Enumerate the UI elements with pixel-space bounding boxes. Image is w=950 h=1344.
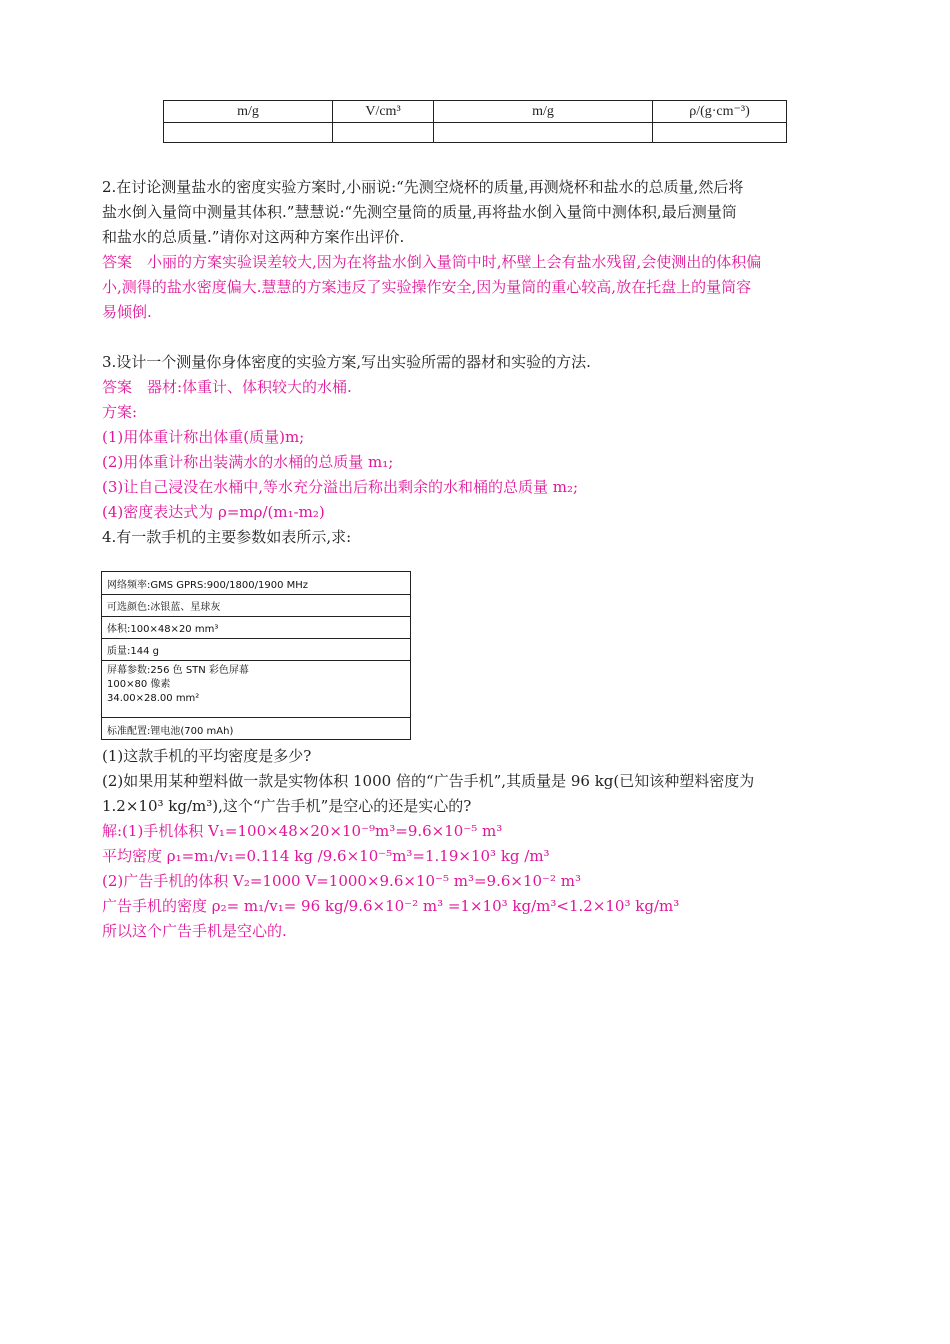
spec-volume: 体积:100×48×20 mm³: [107, 624, 219, 635]
q2-question-line: 和盐水的总质量.”请你对这两种方案作出评价.: [102, 228, 405, 246]
spec-row: [102, 595, 410, 617]
q4-question: 4.有一款手机的主要参数如表所示,求:: [102, 528, 352, 546]
q2-answer-line: 答案 小丽的方案实验误差较大,因为在将盐水倒入量筒中时,杯壁上会有盐水残留,会使测出的体积偏: [102, 253, 762, 271]
header-mass-2: m/g: [434, 101, 653, 123]
table-cell: [333, 123, 434, 143]
table-cell: [164, 123, 333, 143]
spec-network: 网络频率:GMS GPRS:900/1800/1900 MHz: [107, 579, 309, 591]
q4-solution-line: 广告手机的密度 ρ₂= m₁/v₁= 96 kg/9.6×10⁻² m³ =1×10³ kg/m³<1.2×10³ kg/m³: [102, 897, 680, 915]
q2-answer-line: 易倾倒.: [102, 303, 152, 321]
q3-question: 3.设计一个测量你身体密度的实验方案,写出实验所需的器材和实验的方法.: [102, 353, 591, 371]
header-volume: V/cm³: [333, 101, 434, 123]
table-cell: [653, 123, 787, 143]
q2-question-line: 盐水倒入量筒中测量其体积.”慧慧说:“先测空量筒的质量,再将盐水倒入量筒中测体积,最后测量筒: [102, 203, 737, 221]
q4-solution-line: 解:(1)手机体积 V₁=100×48×20×10⁻⁹m³=9.6×10⁻⁵ m³: [102, 822, 503, 840]
spec-colors: 可选颜色:冰银蓝、星球灰: [107, 602, 221, 613]
q3-answer-line: (4)密度表达式为 ρ=mρ/(m₁-m₂): [102, 503, 325, 521]
spec-row: [102, 661, 410, 718]
q3-answer-line: (3)让自己浸没在水桶中,等水充分溢出后称出剩余的水和桶的总质量 m₂;: [102, 478, 579, 496]
q4-sub-question: (2)如果用某种塑料做一款是实物体积 1000 倍的“广告手机”,其质量是 96 kg(已知该种塑料密度为: [102, 772, 755, 790]
q3-answer-line: (1)用体重计称出体重(质量)m;: [102, 428, 305, 446]
table-row: [164, 123, 787, 143]
q4-sub-question: (1)这款手机的平均密度是多少?: [102, 747, 312, 765]
header-density: ρ/(g·cm⁻³): [653, 101, 787, 123]
q2-answer-line: 小,测得的盐水密度偏大.慧慧的方案违反了实验操作安全,因为量筒的重心较高,放在托盘上的量筒容: [102, 278, 752, 296]
q4-solution-line: 平均密度 ρ₁=m₁/v₁=0.114 kg /9.6×10⁻⁵m³=1.19×10³ kg /m³: [102, 847, 550, 865]
table-header-row: [164, 101, 787, 123]
q4-solution-line: 所以这个广告手机是空心的.: [102, 922, 287, 940]
q2-question-line: 2.在讨论测量盐水的密度实验方案时,小丽说:“先测空烧杯的质量,再测烧杯和盐水的总质量,然后将: [102, 178, 744, 196]
table-cell: [434, 123, 653, 143]
q4-solution-line: (2)广告手机的体积 V₂=1000 V=1000×9.6×10⁻⁵ m³=9.6×10⁻² m³: [102, 872, 581, 890]
spec-row: [102, 718, 410, 740]
phone-spec-table: [101, 571, 411, 740]
spec-mass: 质量:144 g: [107, 646, 159, 657]
q3-answer-line: 方案:: [102, 403, 138, 421]
data-table: [163, 100, 787, 143]
spec-screen-pixels: 100×80 像素: [107, 679, 171, 690]
spec-screen: 屏幕参数:256 色 STN 彩色屏幕: [107, 665, 249, 676]
q3-answer-line: 答案 器材:体重计、体积较大的水桶.: [102, 378, 352, 396]
spec-row: [102, 617, 410, 639]
q4-sub-question: 1.2×10³ kg/m³),这个“广告手机”是空心的还是实心的?: [102, 797, 472, 815]
spec-row: [102, 572, 410, 595]
spec-row: [102, 639, 410, 661]
header-mass: m/g: [164, 101, 333, 123]
q3-answer-line: (2)用体重计称出装满水的水桶的总质量 m₁;: [102, 453, 394, 471]
spec-screen-size: 34.00×28.00 mm²: [107, 693, 200, 704]
spec-battery: 标准配置:锂电池(700 mAh): [107, 725, 234, 737]
